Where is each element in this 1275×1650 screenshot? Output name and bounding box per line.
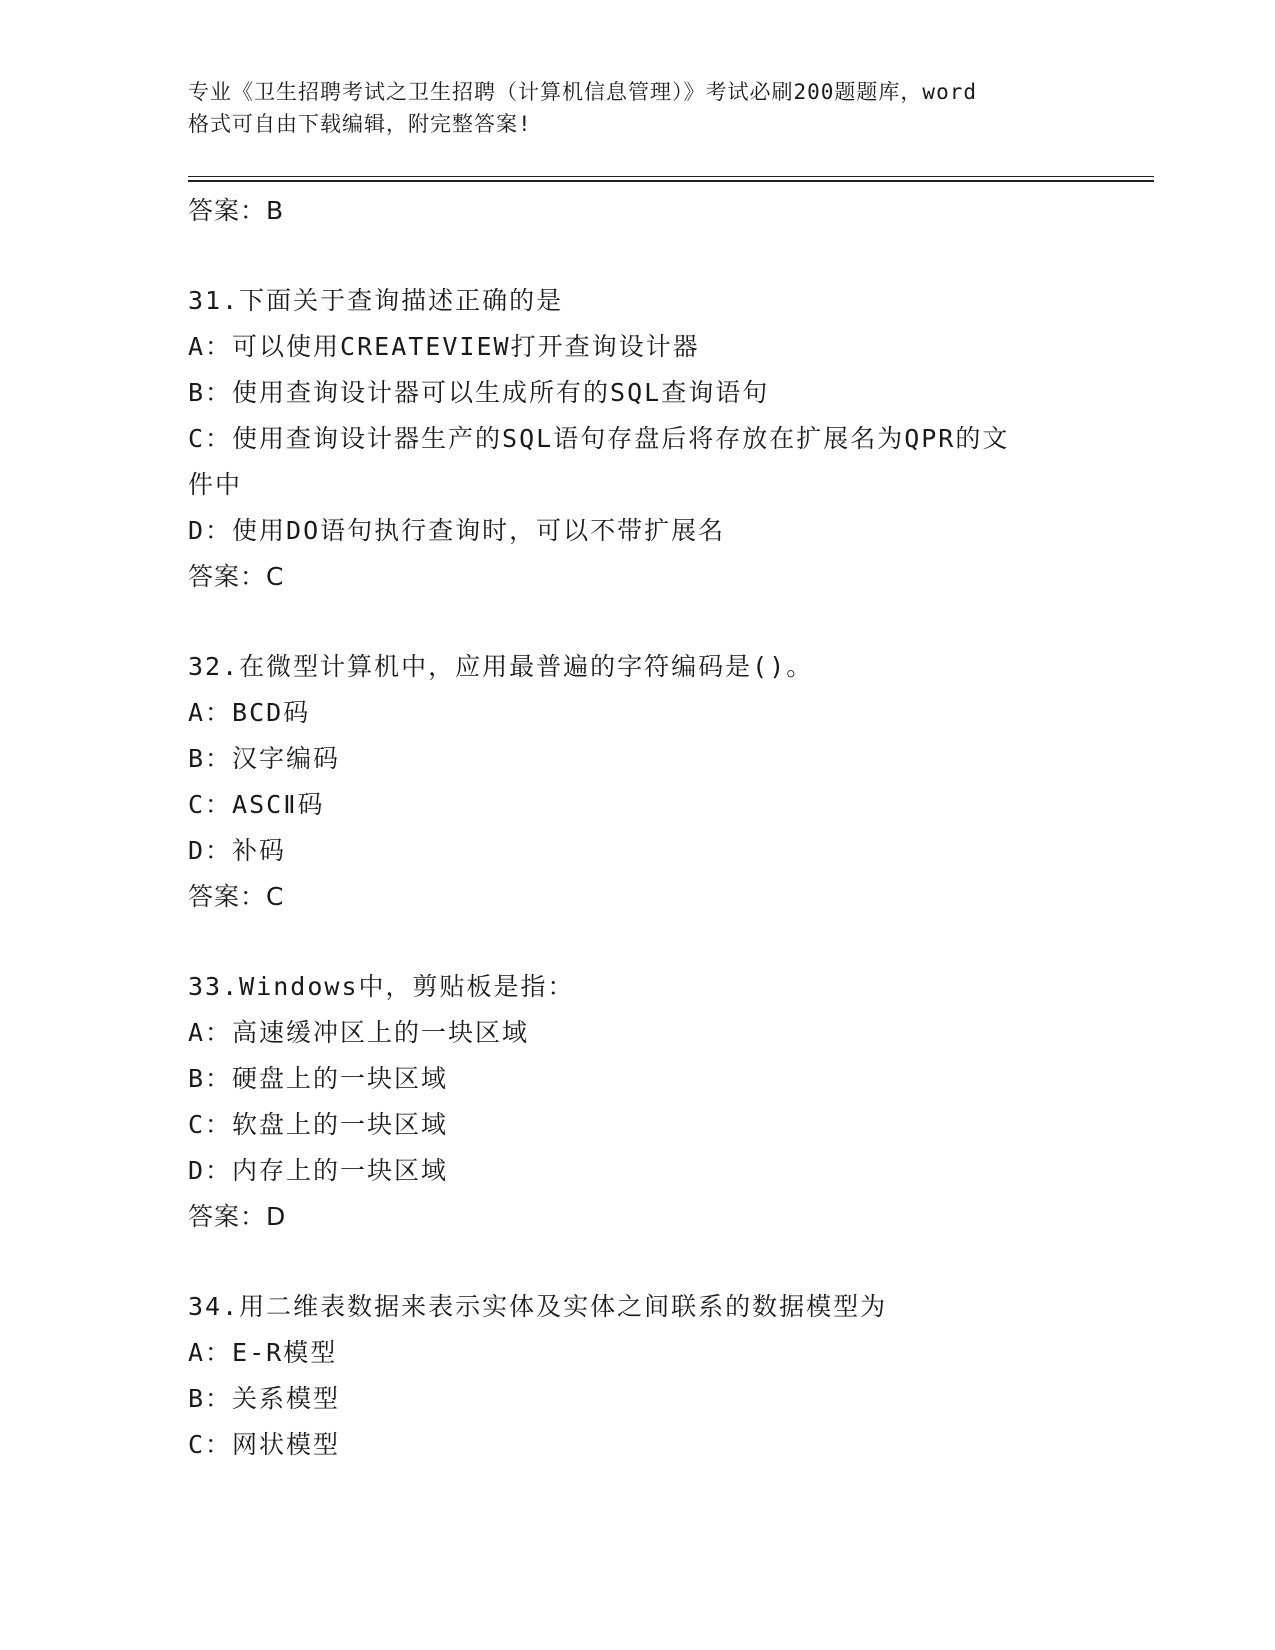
question-stem: 32.在微型计算机中，应用最普遍的字符编码是()。 — [188, 652, 814, 681]
option-a: A：E-R模型 — [188, 1338, 338, 1367]
option-d: D：使用DO语句执行查询时，可以不带扩展名 — [188, 516, 726, 545]
question-stem: 31.下面关于查询描述正确的是 — [188, 286, 564, 315]
option-c: C：网状模型 — [188, 1430, 341, 1459]
option-c-continued: 件中 — [188, 470, 243, 499]
option-b: B：关系模型 — [188, 1384, 341, 1413]
option-a: A：BCD码 — [188, 698, 311, 727]
answer-line: 答案：D — [188, 1202, 287, 1231]
option-c: C：ASCⅡ码 — [188, 790, 325, 819]
document-page — [188, 76, 1158, 1468]
doc-header-line-1: 专业《卫生招聘考试之卫生招聘（计算机信息管理）》考试必刷200题题库，word — [188, 80, 977, 104]
question-stem: 34.用二维表数据来表示实体及实体之间联系的数据模型为 — [188, 1292, 888, 1321]
option-b: B：使用查询设计器可以生成所有的SQL查询语句 — [188, 378, 770, 407]
question-block-31 — [188, 278, 1158, 600]
option-d: D：内存上的一块区域 — [188, 1156, 449, 1185]
option-c: C：软盘上的一块区域 — [188, 1110, 449, 1139]
option-b: B：硬盘上的一块区域 — [188, 1064, 449, 1093]
answer-line: 答案：C — [188, 882, 285, 911]
option-b: B：汉字编码 — [188, 744, 341, 773]
answer-line: 答案：B — [188, 196, 285, 225]
option-c: C：使用查询设计器生产的SQL语句存盘后将存放在扩展名为QPR的文 — [188, 424, 1010, 453]
option-d: D：补码 — [188, 836, 287, 865]
answer-line: 答案：C — [188, 562, 285, 591]
option-a: A：可以使用CREATEVIEW打开查询设计器 — [188, 332, 700, 361]
question-block-33 — [188, 964, 1158, 1240]
question-block-34 — [188, 1284, 1158, 1468]
doc-header-line-2: 格式可自由下载编辑，附完整答案! — [188, 112, 532, 136]
question-stem: 33.Windows中，剪贴板是指： — [188, 972, 575, 1001]
header-divider — [188, 176, 1154, 182]
question-block-32 — [188, 644, 1158, 920]
option-a: A：高速缓冲区上的一块区域 — [188, 1018, 530, 1047]
